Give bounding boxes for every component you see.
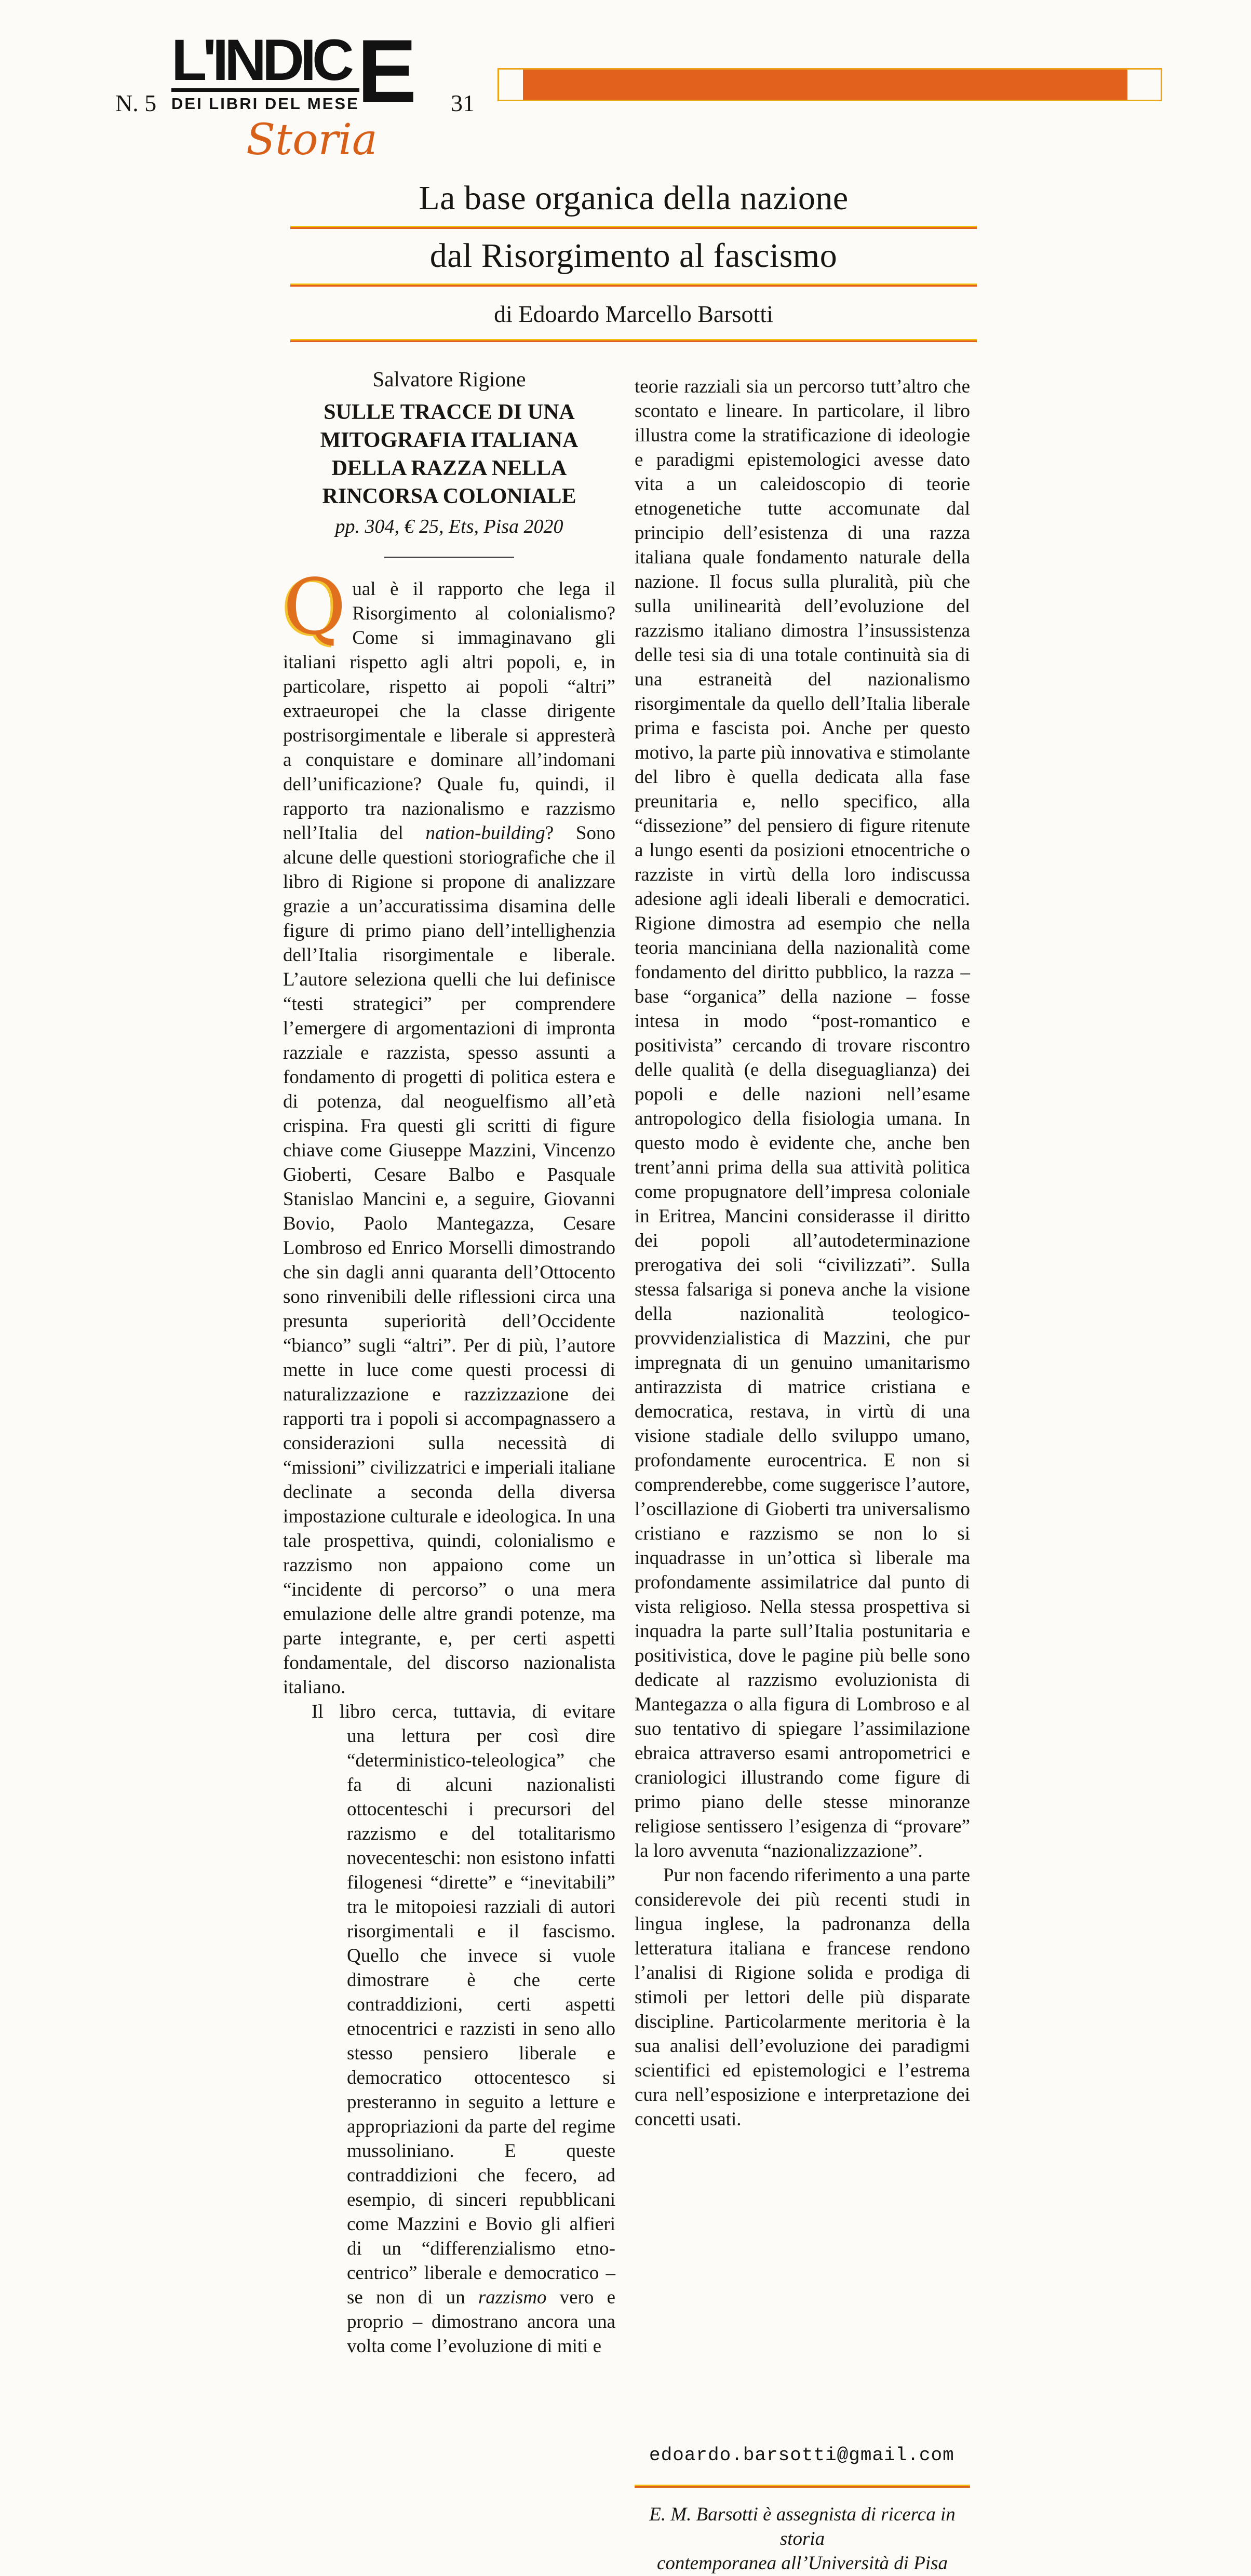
- author-bio: [635, 2502, 970, 2575]
- body-paragraph-2-lead: Il libro cerca, tuttavia, di evitare: [312, 1701, 615, 1722]
- separator-rule: [384, 557, 514, 558]
- dropcap-q: Q: [283, 562, 346, 652]
- author-bio-line2: contemporanea all’Università di Pisa: [656, 2553, 948, 2574]
- orange-rule: [290, 284, 977, 287]
- title-block: [290, 178, 977, 342]
- book-title-line: RINCORSA COLONIALE: [322, 484, 576, 508]
- orange-rule: [290, 226, 977, 229]
- logo-title: L'INDIC: [171, 28, 350, 92]
- book-info: [283, 366, 615, 558]
- book-title: [283, 398, 615, 510]
- header-orange-bar: [497, 68, 1162, 101]
- bar-right-notch: [1127, 70, 1161, 100]
- footer-block: [635, 2445, 970, 2575]
- page-number: 31: [451, 90, 475, 116]
- author-bio-line1: E. M. Barsotti è assegnista di ricerca in storia: [649, 2504, 956, 2550]
- orange-rule: [635, 2485, 970, 2488]
- orange-rule: [290, 339, 977, 342]
- column-right: [635, 366, 970, 2132]
- author-email[interactable]: edoardo.barsotti@gmail.com: [649, 2445, 954, 2466]
- issue-number: N. 5: [115, 90, 157, 116]
- book-details: pp. 304, € 25, Ets, Pisa 2020: [335, 516, 563, 537]
- body-paragraph-4: Pur non facendo riferimento a una parte considerevole dei più recenti studi in lingua inglese, la padronanza della letteratura italiana e francese rendono l’analisi di Rigione solida e prodiga di stimoli per lettori delle più disparate discipline. Particolarmente meritoria è la sua analisi dell’evoluzione dei paradigmi scientifici ed epistemologici e l’estrema cura nell’esposizione e interpretazione dei concetti usati.: [635, 1865, 970, 2130]
- body-paragraph-2-continuation: una lettura per così dire “deterministico-teleologica” che fa di alcuni nazionalisti ottocenteschi i precursori del razzismo e del totalitarismo novecenteschi: non esistono infatti filogenesi “dirette” e “inevitabili” tra le mitopoiesi razziali di autori risorgimentali e il fascismo. Quello che invece si vuole dimostrare è che certe contraddizioni, certi aspetti etnocentrici e razzisti in seno allo stesso pensiero liberale e democratico ottocentesco si presteranno in seguito a letture e appropriazioni da parte del regime mussoliniano. E queste contraddizioni che fecero, ad esempio, di sinceri repubblicani come Mazzini e Bovio gli alfieri di un “differenzialismo etno-centrico” liberale e democratico – se non di un razzismo vero e proprio – dimostrano ancora una volta come l’evoluzione di miti e: [347, 1725, 615, 2357]
- lindice-logo: [171, 21, 417, 121]
- book-title-line: SULLE TRACCE DI UNA: [324, 400, 575, 424]
- article-title-line2: dal Risorgimento al fascismo: [429, 237, 838, 275]
- body-paragraph-1: [283, 562, 615, 1700]
- logo-subtitle: DEI LIBRI DEL MESE: [171, 88, 359, 113]
- book-title-line: DELLA RAZZA NELLA: [331, 456, 567, 480]
- article-title-line1: La base organica della nazione: [419, 179, 849, 217]
- paragraph-text: ual è il rapporto che lega il Risorgimento al colonialismo? Come si immaginavano gli italiani rispetto agli altri popoli, e, in particolare, rispetto ai popoli “altri” extraeuropei che la classe dirigente postrisorgimentale e liberale si appresterà a conquistare e dominare all’indomani dell’unificazione? Quale fu, quindi, il rapporto tra nazionalismo e razzismo nell’Italia del nation-building? Sono alcune delle questioni storiografiche che il libro di Rigione si propone di analizzare grazie a un’accuratissima disamina delle figure di primo piano dell’intellighenzia dell’Italia risorgimentale e liberale. L’autore seleziona quelli che lui definisce “testi strategici” per comprendere l’emergere di argomentazioni di impronta razziale e razzista, spesso assunti a fondamento di progetti di politica estera e di potenza, dal neoguelfismo all’età crispina. Fra questi gli scritti di figure chiave come Giuseppe Mazzini, Vincenzo Gioberti, Cesare Balbo e Pasquale Stanislao Mancini e, a seguire, Giovanni Bovio, Paolo Mantegazza, Cesare Lombroso ed Enrico Morselli dimostrando che sin dagli anni quaranta dell’Ottocento sono rinvenibili delle riflessioni circa una presunta superiorità dell’Occidente “bianco” sugli “altri”. Per di più, l’autore mette in luce come questi processi di naturalizzazione e razzizzazione dei rapporti tra i popoli si accompagnassero a considerazioni sulla necessità di “missioni” civilizzatrici e imperiali italiane declinate a seconda della diversa impostazione culturale e ideologica. In una tale prospettiva, quindi, colonialismo e razzismo non appaiono come un “incidente di percorso” o una mera emulazione delle altre grandi potenze, ma parte integrante, e, per certi aspetti fondamentale, del discorso nazionalista italiano.: [283, 578, 615, 1698]
- article-byline: di Edoardo Marcello Barsotti: [494, 301, 773, 327]
- column-left: [283, 366, 615, 2358]
- book-author: Salvatore Rigione: [372, 367, 526, 391]
- book-title-line: MITOGRAFIA ITALIANA: [320, 428, 579, 452]
- body-paragraph-3: teorie razziali sia un percorso tutt’altro che scontato e lineare. In particolare, il libro illustra come la stratificazione di ideologie e paradigmi epistemologici avesse dato vita a un caleidoscopio di teorie etnogenetiche tutte accomunate dal principio dell’esistenza di una razza italiana quale fondamento naturale della nazione. Il focus sulla pluralità, più che sulla unilinearità dell’evoluzione del razzismo italiano dimostra l’insussistenza delle tesi sia di una totale continuità sia di una estraneità del nazionalismo risorgimentale da quello dell’Italia liberale prima e fascista poi. Anche per questo motivo, la parte più innovativa e stimolante del libro è quella dedicata alla fase preunitaria e, nello specifico, alla “dissezione” del pensiero di figure ritenute a lungo esenti da posizioni etnocentriche o razziste in virtù della loro indiscussa adesione agli ideali liberali e democratici. Rigione dimostra ad esempio che nella teoria manciniana della nazionalità come fondamento del diritto pubblico, la razza – base “organica” della nazione – fosse intesa in modo “post-romantico e positivista” cercando di trovare riscontro delle qualità (e della diseguaglianza) dei popoli e delle nazioni nell’esame antropologico della fisiologia umana. In questo modo è evidente che, anche ben trent’anni prima della sua attività politica come propugnatore dell’impresa coloniale in Eritrea, Mancini considerasse il diritto dei popoli all’autodeterminazione prerogativa dei soli “civilizzati”. Sulla stessa falsariga si poneva anche la visione della nazionalità teologico-provvidenzialistica di Mazzini, che pur impregnata di un genuino umanitarismo antirazzista di matrice cristiana e democratica, restava, in virtù di una visione stadiale dello sviluppo umano, profondamente eurocentrica. E non si comprenderebbe, come suggerisce l’autore, l’oscillazione di Gioberti tra universalismo cristiano e razzismo se non lo si inquadrasse in un’ottica sì liberale ma profondamente assimilatrice dal punto di vista religioso. Nella stessa prospettiva si inquadra la parte sull’Italia postunitaria e positivistica, dove le pagine più belle sono dedicate al razzismo evoluzionista di Mantegazza o alla figura di Lombroso e al suo tentativo di spiegare l’assimilazione ebraica attraverso esami antropometrici e craniologici illustrando come figure di primo piano delle stesse minoranze religiose sentissero l’esigenza di “provare” la loro avvenuta “nazionalizzazione”.: [635, 376, 970, 1862]
- section-label: Storia: [246, 115, 378, 165]
- bar-left-notch: [499, 70, 523, 100]
- logo-main: [171, 21, 417, 121]
- logo-title-final-e: E: [357, 21, 417, 121]
